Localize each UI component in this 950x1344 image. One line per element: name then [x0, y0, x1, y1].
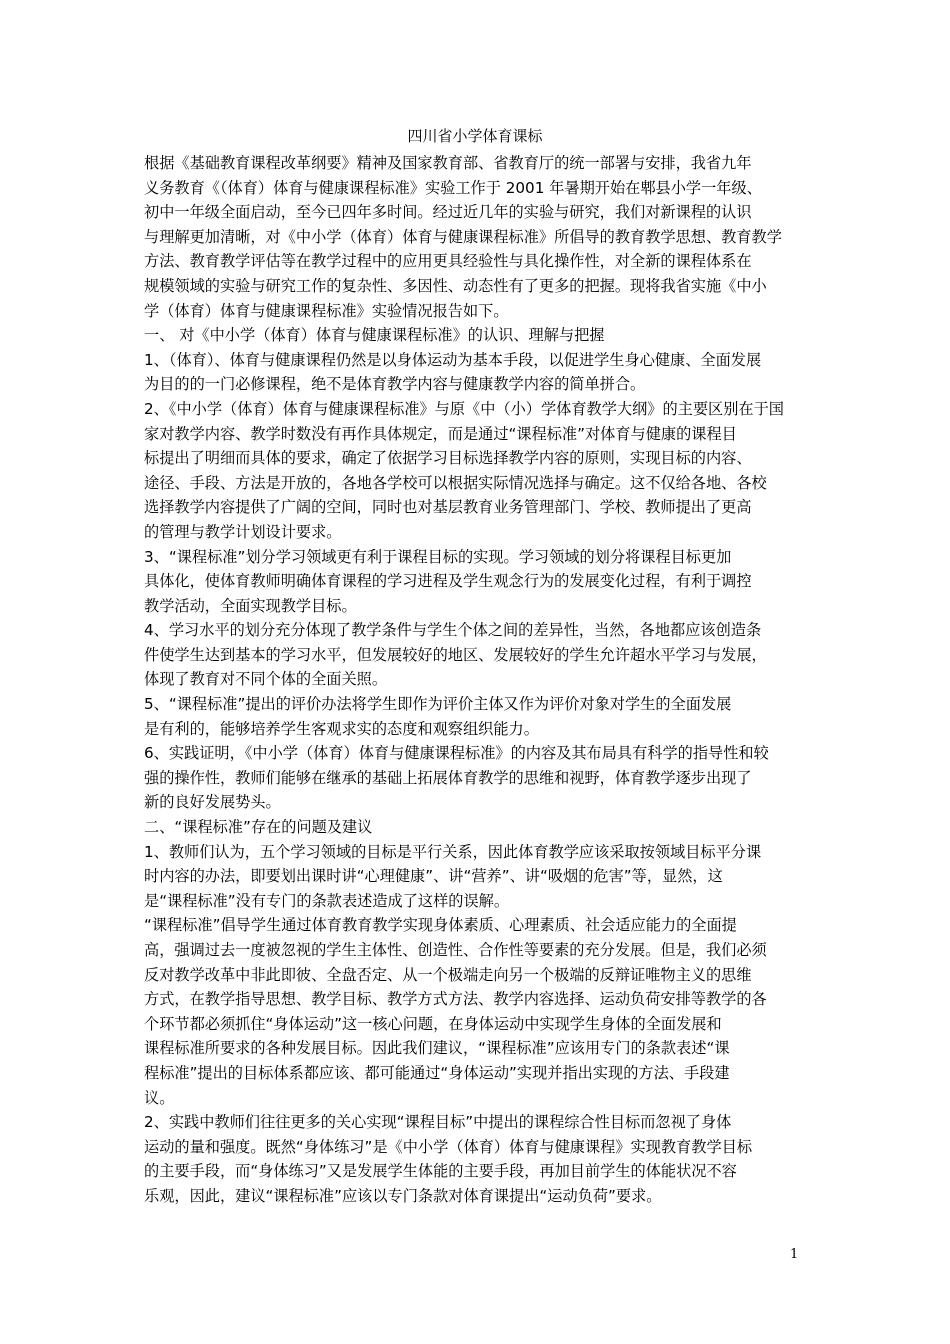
text-line: 5、“课程标准”提出的评价办法将学生即作为评价主体又作为评价对象对学生的全面发展: [144, 695, 732, 714]
text-line: 程标准”提出的目标体系都应该、都可能通过“身体运动”实现并指出实现的方法、手段建: [144, 1063, 730, 1082]
text-line: 是有利的，能够培养学生客观求实的态度和观察组织能力。: [144, 719, 539, 738]
text-line: 4、学习水平的划分充分体现了教学条件与学生个体之间的差异性，当然，各地都应该创造条: [144, 621, 762, 640]
text-line: 家对教学内容、教学时数没有再作具体规定，而是通过“课程标准”对体育与健康的课程目: [144, 424, 737, 443]
text-line: 运动的量和强度。既然“身体练习”是《中小学（体育）体育与健康课程》实现教育教学目标: [144, 1137, 753, 1156]
text-line: 义务教育《（体育）体育与健康课程标准》实验工作于 2001 年暑期开始在郫县小学一年级、: [144, 178, 762, 197]
text-line: 件使学生达到基本的学习水平，但发展较好的地区、发展较好的学生允许超水平学习与发展，: [144, 645, 767, 664]
text-line: 课程标准所要求的各种发展目标。因此我们建议，“课程标准”应该用专门的条款表述“课: [144, 1039, 730, 1058]
text-line: 新的良好发展势头。: [144, 793, 281, 812]
text-line: 1、教师们认为，五个学习领域的目标是平行关系，因此体育教学应该采取按领域目标平分课: [144, 842, 762, 861]
text-line: 3、“课程标准”划分学习领域更有利于课程目标的实现。学习领域的划分将课程目标更加: [144, 547, 732, 566]
document-body: [144, 151, 815, 1209]
text-line: 的管理与教学计划设计要求。: [144, 522, 342, 541]
text-line: 二、“课程标准”存在的问题及建议: [144, 818, 373, 837]
text-line: “课程标准”倡导学生通过体育教育教学实现身体素质、心理素质、社会适应能力的全面提: [144, 916, 737, 935]
text-line: 选择教学内容提供了广阔的空间，同时也对基层教育业务管理部门、学校、教师提出了更高: [144, 498, 752, 517]
text-line: 高，强调过去一度被忽视的学生主体性、创造性、合作性等要素的充分发展。但是，我们必须: [144, 941, 767, 959]
text-line: 2、《中小学（体育）体育与健康课程标准》与原《中（小）学体育教学大纲》的主要区别在于国: [144, 399, 784, 418]
text-line: 规模领域的实验与研究工作的复杂性、多因性、动态性有了更多的把握。现将我省实施《中小: [144, 276, 767, 295]
text-line: 根据《基础教育课程改革纲要》精神及国家教育部、省教育厅的统一部署与安排，我省九年: [144, 154, 752, 172]
text-line: 1、（体育）、体育与健康课程仍然是以身体运动为基本手段，以促进学生身心健康、全面发展: [144, 350, 762, 369]
text-line: 与理解更加清晰，对《中小学（体育）体育与健康课程标准》所倡导的教育教学思想、教育教学: [144, 227, 782, 246]
text-line: 一、 对《中小学（体育）体育与健康课程标准》的认识、理解与把握: [144, 326, 605, 345]
text-line: 学（体育）体育与健康课程标准》实验情况报告如下。: [144, 301, 509, 320]
text-line: 教学活动，全面实现教学目标。: [144, 596, 357, 615]
text-line: 为目的的一门必修课程，绝不是体育教学内容与健康教学内容的简单拼合。: [144, 375, 646, 394]
text-line: 具体化，使体育教师明确体育课程的学习进程及学生观念行为的发展变化过程，有利于调控: [144, 572, 752, 591]
text-line: 初中一年级全面启动，至今已四年多时间。经过近几年的实验与研究，我们对新课程的认识: [144, 203, 752, 222]
text-line: 方式，在教学指导思想、教学目标、教学方式方法、教学内容选择、运动负荷安排等教学的各: [144, 990, 767, 1009]
text-line: 6、实践证明，《中小学（体育）体育与健康课程标准》的内容及其布局具有科学的指导性和较: [144, 744, 769, 763]
text-line: 时内容的办法，即要划出课时讲“心理健康”、讲“营养”、讲“吸烟的危害”等，显然，这: [144, 867, 723, 886]
text-line: 的主要手段，而“身体练习”又是发展学生体能的主要手段，再加目前学生的体能状况不容: [144, 1162, 737, 1181]
text-line: 方法、教育教学评估等在教学过程中的应用更具经验性与具化操作性，对全新的课程体系在: [144, 252, 752, 271]
text-line: 议。: [144, 1088, 175, 1107]
text-line: 反对教学改革中非此即彼、全盘否定、从一个极端走向另一个极端的反辩证唯物主义的思维: [144, 965, 752, 984]
text-line: 2、实践中教师们往往更多的关心实现“课程目标”中提出的课程综合性目标而忽视了身体: [144, 1113, 732, 1132]
text-line: 是“课程标准”没有专门的条款表述造成了这样的误解。: [144, 891, 510, 910]
document-title: 四川省小学体育课标: [407, 127, 543, 145]
text-line: 体现了教育对不同个体的全面关照。: [144, 670, 387, 689]
text-line: 个环节都必须抓住“身体运动”这一核心问题，在身体运动中实现学生身体的全面发展和: [144, 1014, 722, 1033]
page-number: 1: [790, 1247, 799, 1262]
text-line: 标提出了明细而具体的要求，确定了依据学习目标选择教学内容的原则，实现目标的内容、: [144, 449, 752, 468]
text-line: 乐观，因此，建议“课程标准”应该以专门条款对体育课提出“运动负荷”要求。: [144, 1186, 662, 1205]
text-line: 途径、手段、方法是开放的，各地各学校可以根据实际情况选择与确定。这不仅给各地、各校: [144, 473, 767, 492]
text-line: 强的操作性，教师们能够在继承的基础上拓展体育教学的思维和视野，体育教学逐步出现了: [144, 768, 752, 787]
